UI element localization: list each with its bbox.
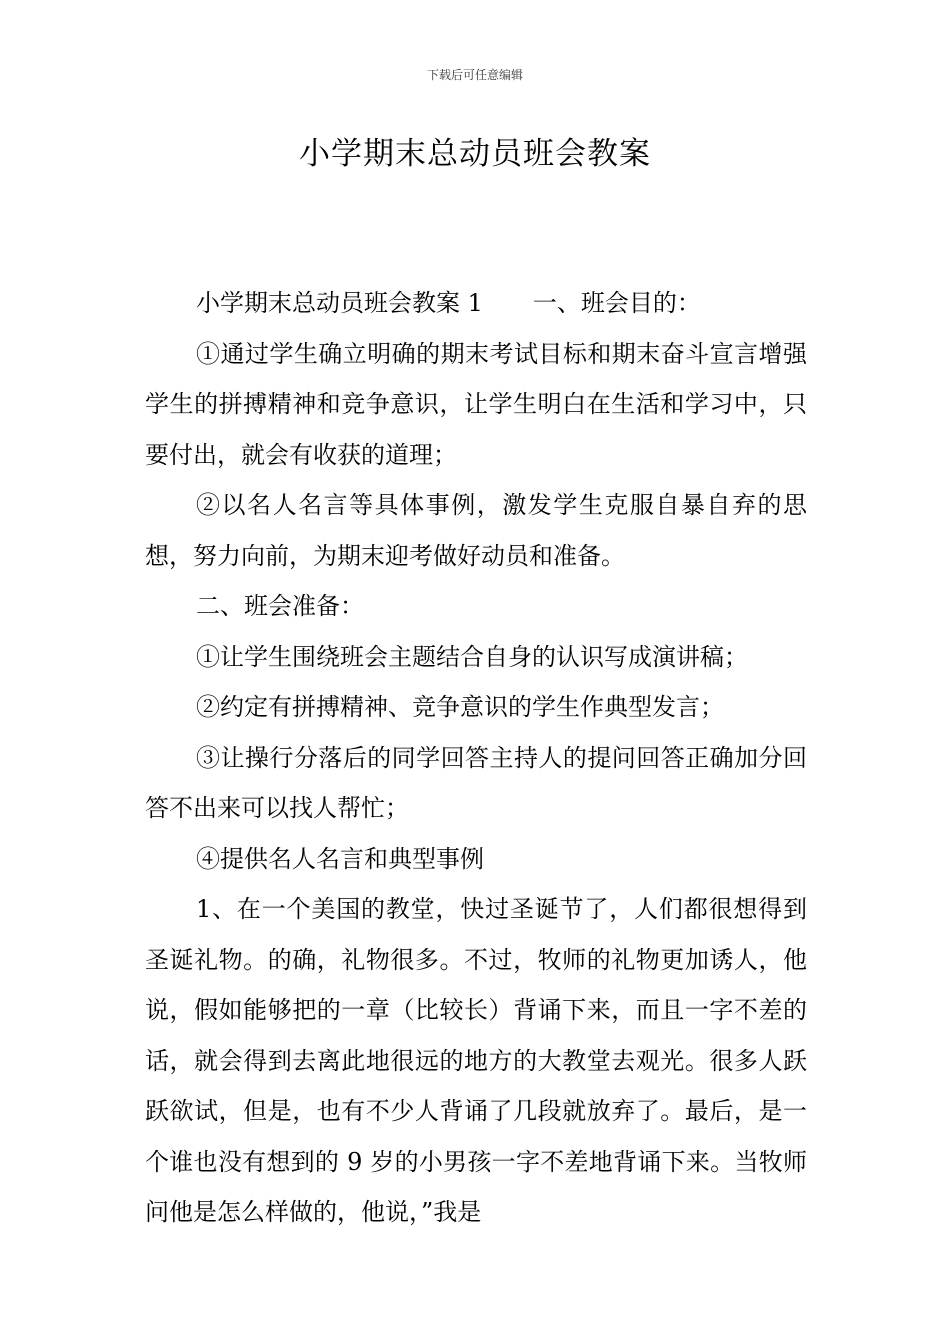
paragraph-example-1: 1、在一个美国的教堂，快过圣诞节了，人们都很想得到圣诞礼物。的确，礼物很多。不过，牧师的礼物更加诱人，他说，假如能够把的一章（比较长）背诵下来，而且一字不差的话，就会得到去离此地很远的地方的大教堂去观光。很多人跃跃欲试，但是，也有不少人背诵了几段就放弃了。最后，是一个谁也没有想到的 9 岁的小男孩一字不差地背诵下来。当牧师问他是怎么样做的，他说，”我是 [145, 895, 807, 1226]
section-heading-preparation: 二、班会准备： [196, 592, 364, 620]
document-body [145, 278, 807, 1238]
header-note: 下载后可任意编辑 [426, 68, 523, 82]
paragraph-preparation-3: ③让操行分落后的同学回答主持人的提问回答正确加分回答不出来可以找人帮忙； [145, 743, 807, 822]
paragraph-purpose-1: ①通过学生确立明确的期末考试目标和期末奋斗宣言增强学生的拼搏精神和竞争意识，让学生明白在生活和学习中，只要付出，就会有收获的道理； [145, 339, 807, 469]
section-heading-purpose: 一、班会目的： [532, 289, 701, 317]
paragraph-preparation-4: ④提供名人名言和典型事例 [196, 844, 484, 873]
paragraph-preparation-2: ②约定有拼搏精神、竞争意识的学生作典型发言； [196, 693, 724, 721]
lead-heading: 小学期末总动员班会教案 1 [196, 289, 483, 317]
lead-paragraph [145, 278, 807, 329]
document-title: 小学期末总动员班会教案 [299, 136, 651, 172]
paragraph-preparation-1: ①让学生围绕班会主题结合自身的认识写成演讲稿； [196, 642, 748, 671]
paragraph-purpose-2: ②以名人名言等具体事例，激发学生克服自暴自弃的思想，努力向前，为期末迎考做好动员和准备。 [145, 491, 807, 570]
